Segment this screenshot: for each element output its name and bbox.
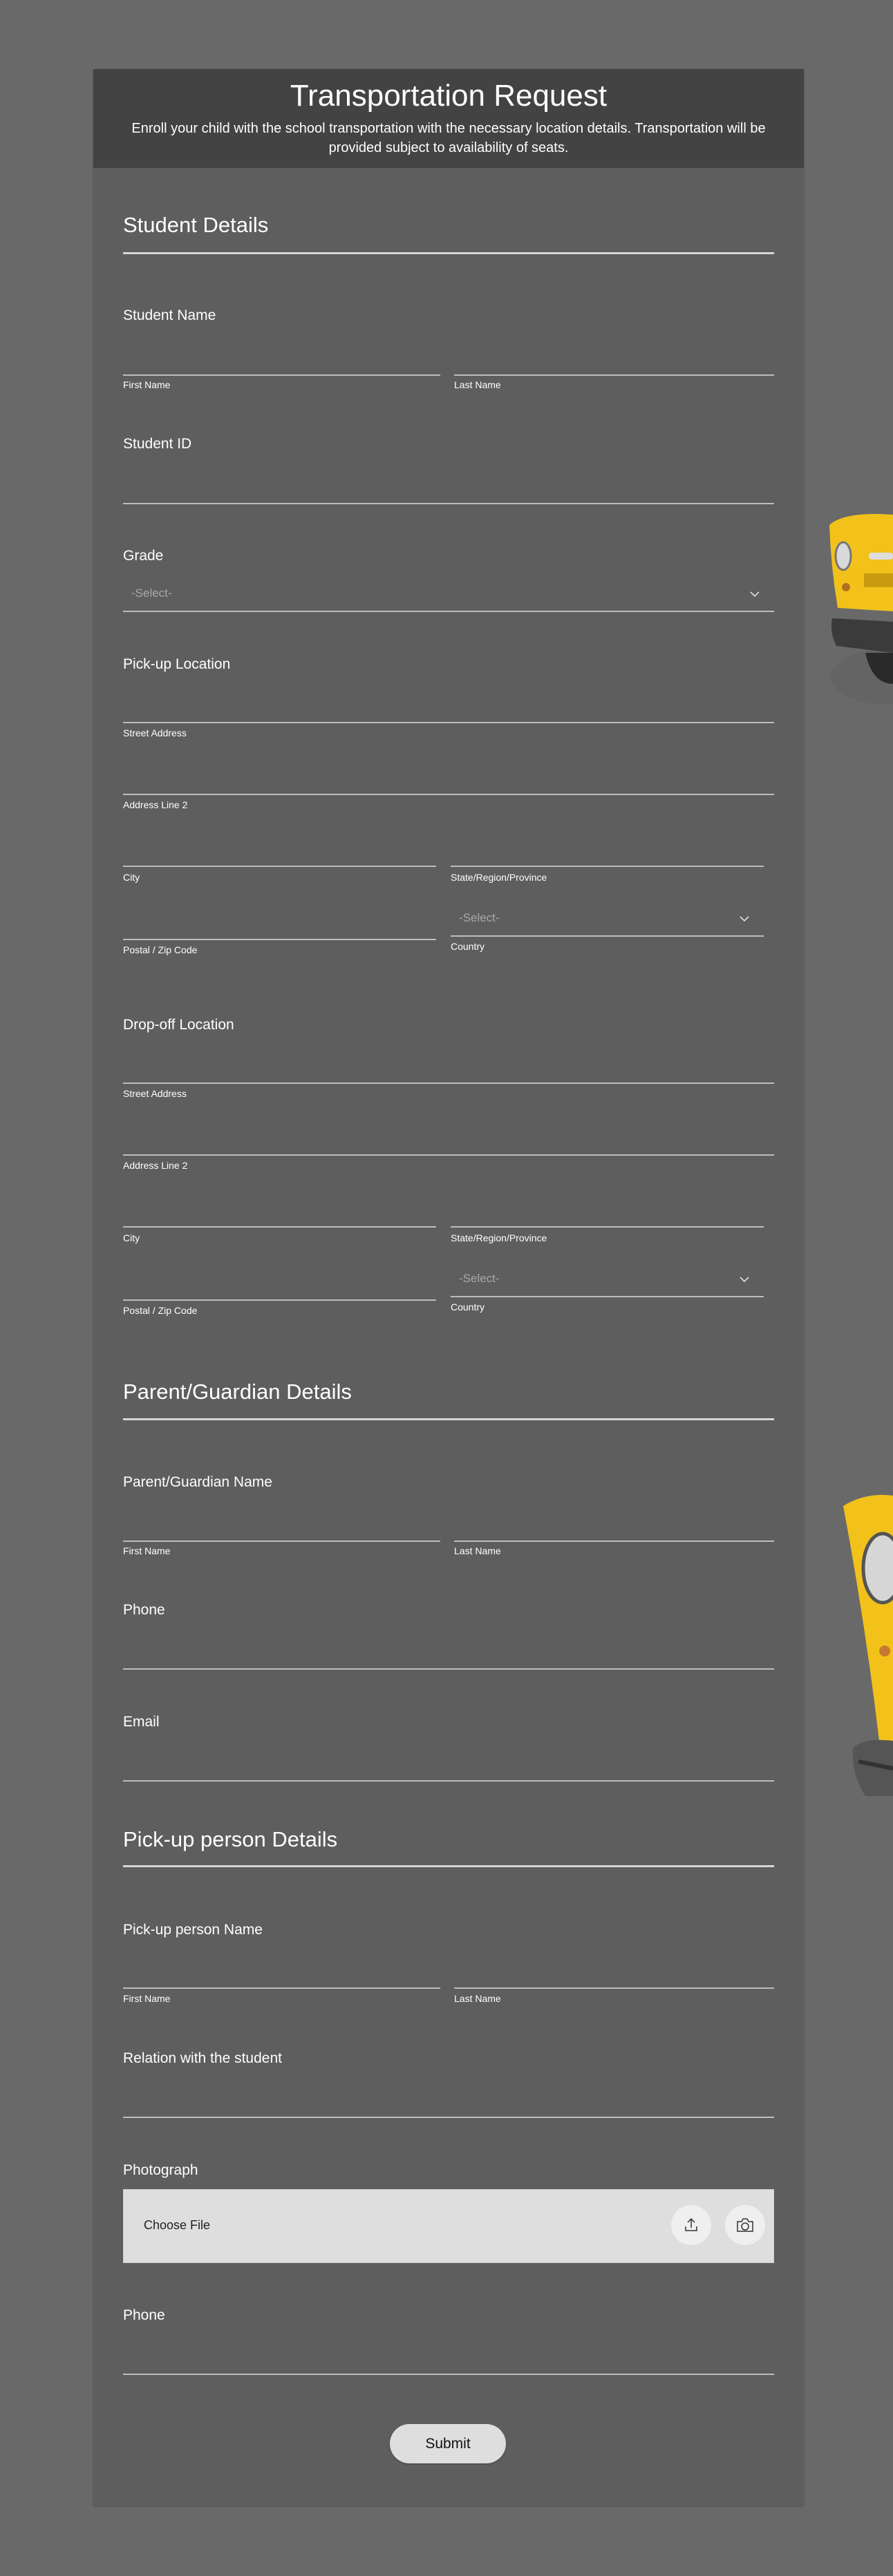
relation-label: Relation with the student	[123, 2050, 282, 2066]
pickup-zip-input[interactable]	[123, 939, 436, 940]
chevron-down-icon	[749, 590, 760, 598]
dropoff-city-input[interactable]	[123, 1226, 436, 1228]
dropoff-zip-input[interactable]	[123, 1299, 436, 1301]
choose-file-button[interactable]: Choose File	[144, 2218, 211, 2232]
grade-select-value: -Select-	[131, 586, 172, 600]
camera-icon	[735, 2217, 755, 2233]
last-name-sublabel: Last Name	[454, 1545, 501, 1556]
city-sublabel: City	[123, 872, 140, 883]
dropoff-state-input[interactable]	[451, 1226, 764, 1228]
last-name-sublabel: Last Name	[454, 379, 501, 390]
parent-phone-input[interactable]	[123, 1668, 774, 1670]
pickup-country-select[interactable]	[451, 909, 764, 935]
first-name-sublabel: First Name	[123, 379, 171, 390]
camera-button[interactable]	[725, 2205, 765, 2245]
section-divider	[123, 1418, 774, 1420]
country-select-underline	[451, 1296, 764, 1297]
parent-name-label: Parent/Guardian Name	[123, 1474, 272, 1490]
student-first-name-input[interactable]	[123, 374, 440, 376]
photograph-file-upload[interactable]	[123, 2189, 774, 2263]
zip-sublabel: Postal / Zip Code	[123, 1305, 198, 1316]
address-line2-sublabel: Address Line 2	[123, 1160, 188, 1171]
pickup-person-phone-input[interactable]	[123, 2374, 774, 2375]
street-address-sublabel: Street Address	[123, 1088, 187, 1099]
parent-email-input[interactable]	[123, 1780, 774, 1782]
pickup-person-name-label: Pick-up person Name	[123, 1922, 263, 1938]
relation-input[interactable]	[123, 2117, 774, 2118]
pickup-street-input[interactable]	[123, 722, 774, 723]
state-sublabel: State/Region/Province	[451, 872, 547, 883]
submit-button[interactable]: Submit	[390, 2424, 506, 2463]
dropoff-location-label: Drop-off Location	[123, 1017, 234, 1033]
form-header	[93, 69, 804, 168]
pickup-city-input[interactable]	[123, 866, 436, 867]
first-name-sublabel: First Name	[123, 1545, 171, 1556]
dropoff-country-select[interactable]	[451, 1270, 764, 1296]
last-name-sublabel: Last Name	[454, 1993, 501, 2004]
chevron-down-icon	[739, 1275, 750, 1284]
student-id-input[interactable]	[123, 503, 774, 504]
country-sublabel: Country	[451, 941, 485, 952]
dropoff-street-input[interactable]	[123, 1082, 774, 1084]
parent-last-name-input[interactable]	[454, 1540, 774, 1542]
city-sublabel: City	[123, 1232, 140, 1243]
student-last-name-input[interactable]	[454, 374, 774, 376]
dropoff-line2-input[interactable]	[123, 1154, 774, 1156]
section-title-student: Student Details	[123, 213, 269, 237]
grade-label: Grade	[123, 548, 164, 564]
pickup-state-input[interactable]	[451, 866, 764, 867]
truck-image	[803, 1464, 893, 1796]
state-sublabel: State/Region/Province	[451, 1232, 547, 1243]
student-name-label: Student Name	[123, 307, 216, 323]
upload-icon	[682, 2216, 700, 2234]
pickup-person-phone-label: Phone	[123, 2307, 165, 2323]
student-id-label: Student ID	[123, 436, 192, 452]
pickup-person-first-name-input[interactable]	[123, 1987, 440, 1989]
section-divider	[123, 1865, 774, 1867]
pickup-person-last-name-input[interactable]	[454, 1987, 774, 1989]
first-name-sublabel: First Name	[123, 1993, 171, 2004]
section-title-parent: Parent/Guardian Details	[123, 1380, 352, 1404]
truck-image	[803, 484, 893, 712]
pickup-location-label: Pick-up Location	[123, 656, 231, 672]
grade-select-underline	[123, 611, 774, 612]
address-line2-sublabel: Address Line 2	[123, 799, 188, 810]
country-select-underline	[451, 935, 764, 937]
form-card	[93, 69, 804, 2506]
form-title: Transportation Request	[290, 79, 608, 113]
parent-phone-label: Phone	[123, 1602, 165, 1618]
pickup-line2-input[interactable]	[123, 794, 774, 795]
grade-select[interactable]	[123, 584, 774, 611]
parent-first-name-input[interactable]	[123, 1540, 440, 1542]
upload-button[interactable]	[671, 2205, 711, 2245]
photograph-label: Photograph	[123, 2162, 198, 2178]
street-address-sublabel: Street Address	[123, 727, 187, 738]
country-select-value: -Select-	[459, 911, 500, 924]
country-select-value: -Select-	[459, 1272, 500, 1285]
form-description: Enroll your child with the school transportation with the necessary location details. Transportation will be provided subject to availability of seats.	[131, 121, 766, 155]
section-title-pickup-person: Pick-up person Details	[123, 1827, 338, 1851]
chevron-down-icon	[739, 915, 750, 923]
zip-sublabel: Postal / Zip Code	[123, 944, 198, 955]
section-divider	[123, 252, 774, 254]
country-sublabel: Country	[451, 1301, 485, 1313]
parent-email-label: Email	[123, 1714, 160, 1730]
